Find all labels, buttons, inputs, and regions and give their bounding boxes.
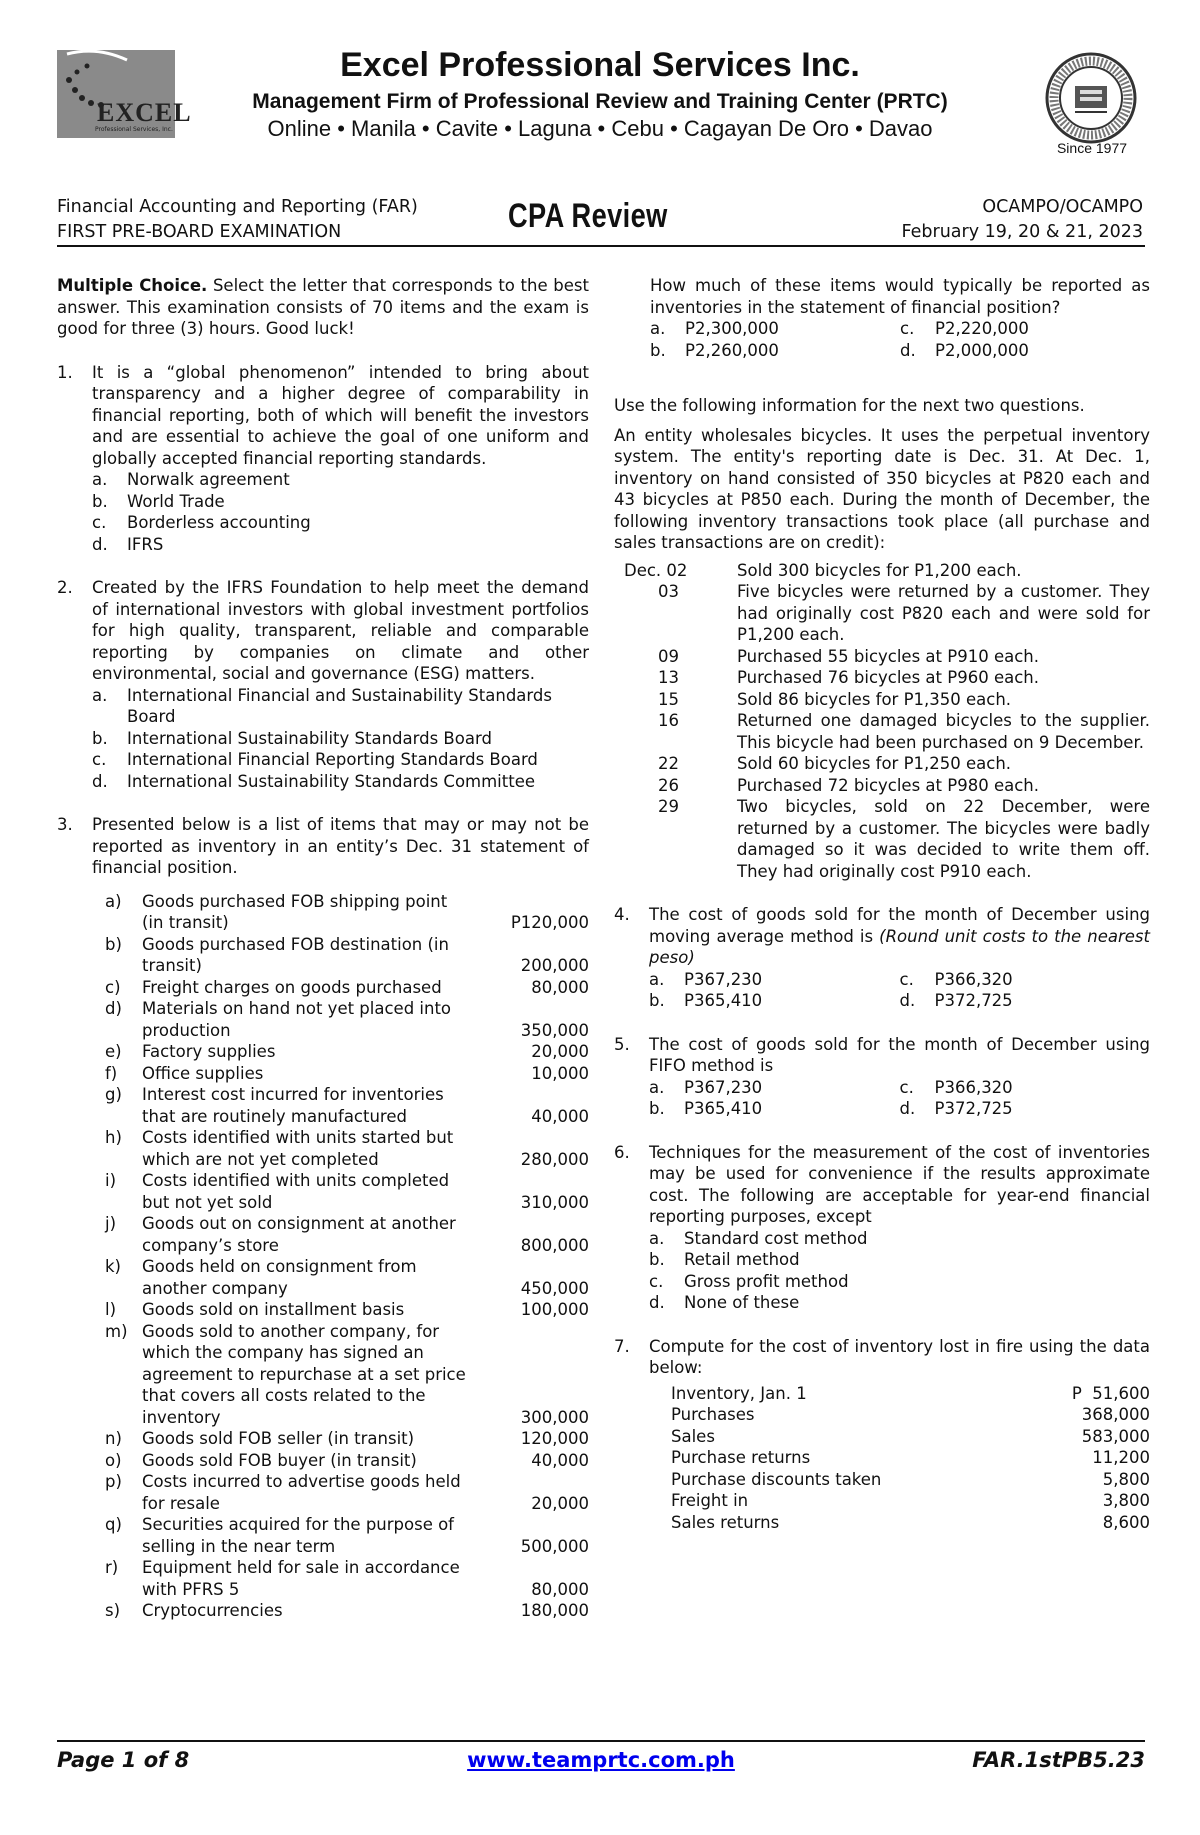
option-letter: c. <box>92 750 107 769</box>
question-number: 1. <box>57 362 73 382</box>
question-number: 3. <box>57 815 73 834</box>
item-description: Goods sold to another company, for which the company has signed an agreement to repurchase at a set price that covers all costs related to the inventory <box>142 1321 466 1427</box>
bicycles-text: An entity wholesales bicycles. It uses the perpetual inventory system. The entity's reporting date is Dec. 31. At Dec. 1, inventory on hand consisted of 350 bicycles at P820 each and 43 bicycles at P850 each. During the month of December, the following inventory transactions took place (all purchase and sales transactions are on credit): <box>614 425 1150 552</box>
transaction-row <box>614 775 1150 797</box>
option-letter: a. <box>649 1228 665 1248</box>
option-letter: b. <box>649 991 665 1010</box>
transaction-text: Purchased 76 bicycles at P960 each. <box>737 668 1039 687</box>
option-item <box>649 1098 900 1120</box>
item-letter: k) <box>105 1257 121 1276</box>
data-row <box>671 1469 1150 1491</box>
option-item <box>92 491 589 513</box>
option-item <box>92 728 589 750</box>
cpa-review-title: CPA Review <box>508 197 668 235</box>
item-letter: i) <box>105 1171 117 1190</box>
transaction-date-cell <box>614 753 727 775</box>
website-link[interactable]: www.teamprtc.com.ph <box>467 1748 735 1772</box>
question-text <box>649 904 1150 969</box>
document-code: FAR.1stPB5.23 <box>972 1748 1145 1772</box>
option-item <box>92 512 589 534</box>
data-value: 8,600 <box>1102 1512 1150 1532</box>
option-letter: a. <box>92 685 108 705</box>
item-letter: p) <box>105 1472 122 1491</box>
question-3-prompt: How much of these items would typically be reported as inventories in the statement of financial position? <box>650 276 1150 317</box>
item-letter: a) <box>105 891 122 911</box>
item-letter: o) <box>105 1450 122 1470</box>
option-letter: b. <box>650 340 666 360</box>
option-item <box>649 1292 1150 1314</box>
option-item <box>650 340 900 362</box>
exam-header-left <box>57 195 418 245</box>
item-amount: 80,000 <box>531 977 589 997</box>
option-text: IFRS <box>127 534 164 554</box>
options-list <box>92 685 589 793</box>
item-description: Goods purchased FOB shipping point (in transit) <box>142 891 448 932</box>
item-letter: d) <box>105 999 122 1018</box>
inventory-item-row <box>105 1063 589 1085</box>
item-amount: 450,000 <box>520 1278 589 1298</box>
item-description: Goods purchased FOB destination (in transit) <box>142 934 449 975</box>
transaction-date-cell <box>614 667 727 689</box>
transaction-text: Purchased 55 bicycles at P910 each. <box>737 646 1039 666</box>
transaction-row <box>614 646 1150 668</box>
transaction-row <box>614 560 1150 582</box>
transaction-date: 09 <box>658 646 679 666</box>
transaction-row <box>614 710 1150 753</box>
question-number: 4. <box>614 905 630 924</box>
prtc-seal-logo <box>1045 52 1137 144</box>
option-letter: a. <box>650 319 666 338</box>
data-value: 583,000 <box>1081 1426 1150 1446</box>
data-label: Purchases <box>671 1405 755 1424</box>
subject-title: Financial Accounting and Reporting (FAR) <box>57 197 418 217</box>
question-text: It is a “global phenomenon” intended to bring about transparency and a higher degree of comparability in financial reporting, both of which will benefit the investors and are essential to achieve the goal of one uniform and globally accepted financial reporting standards. <box>92 362 589 468</box>
item-description: Factory supplies <box>142 1042 276 1061</box>
transaction-date-cell <box>614 689 727 711</box>
inventory-item-row <box>105 1170 589 1213</box>
option-letter: c. <box>649 1271 664 1291</box>
transaction-text: Sold 60 bicycles for P1,250 each. <box>737 754 1012 773</box>
transaction-text: Two bicycles, sold on 22 December, were returned by a customer. The bicycles were badly damaged so it was decided to write them off. They had originally cost P910 each. <box>737 797 1150 881</box>
option-text: Retail method <box>684 1250 800 1269</box>
item-description: Cryptocurrencies <box>142 1601 283 1620</box>
option-item <box>92 469 589 491</box>
right-column <box>614 275 1150 1533</box>
option-item <box>649 990 900 1012</box>
data-value: 368,000 <box>1081 1405 1150 1424</box>
item-description: Costs identified with units completed but not yet sold <box>142 1171 450 1212</box>
question-number: 7. <box>614 1336 630 1356</box>
question-5 <box>614 1034 1150 1120</box>
company-subtitle: Management Firm of Professional Review and Training Center (PRTC) <box>252 90 948 113</box>
option-text: P365,410 <box>684 1099 763 1118</box>
item-letter: g) <box>105 1085 122 1104</box>
item-description: Office supplies <box>142 1063 264 1083</box>
exam-title: FIRST PRE-BOARD EXAMINATION <box>57 222 342 242</box>
inventory-item-row <box>105 1213 589 1256</box>
data-value: P 51,600 <box>1071 1383 1150 1403</box>
question-text: Presented below is a list of items that may or may not be reported as inventory in an entity’s Dec. 31 statement of financial position. <box>92 815 589 877</box>
option-text: P367,230 <box>684 1077 763 1097</box>
transaction-row <box>614 753 1150 775</box>
option-text: P372,725 <box>934 991 1013 1010</box>
option-letter: b. <box>649 1099 665 1118</box>
option-item <box>650 318 900 340</box>
transaction-text: Sold 300 bicycles for P1,200 each. <box>737 560 1022 580</box>
bicycles-lead: Use the following information for the next two questions. <box>614 396 1085 415</box>
option-item <box>649 1249 1150 1271</box>
transaction-text: Returned one damaged bicycles to the supplier. This bicycle had been purchased on 9 December. <box>737 711 1150 752</box>
item-amount: 20,000 <box>531 1493 589 1513</box>
inventory-item-row <box>105 1299 589 1321</box>
item-amount: 800,000 <box>520 1235 589 1255</box>
item-amount: P120,000 <box>510 913 589 932</box>
item-amount: 40,000 <box>531 1106 589 1126</box>
item-description: Goods held on consignment from another company <box>142 1257 417 1298</box>
option-text: Norwalk agreement <box>127 470 290 489</box>
option-item <box>92 534 589 556</box>
option-letter: b. <box>92 728 108 748</box>
option-text: Standard cost method <box>684 1228 868 1248</box>
inventory-item-row <box>105 1041 589 1063</box>
options-list <box>649 969 1150 1012</box>
question-7 <box>614 1336 1150 1379</box>
transaction-date: 03 <box>658 582 679 601</box>
transaction-date: 15 <box>658 689 679 709</box>
item-amount: 20,000 <box>531 1042 589 1061</box>
item-description: Costs incurred to advertise goods held for resale <box>142 1472 461 1513</box>
option-letter: c. <box>899 1077 914 1097</box>
transaction-text: Five bicycles were returned by a customer. They had originally cost P820 each and were sold for P1,200 each. <box>737 582 1150 644</box>
question-number: 6. <box>614 1142 630 1162</box>
question-text-italic: (Round unit costs to the nearest peso) <box>649 926 1150 967</box>
option-letter: d. <box>899 1099 916 1118</box>
transaction-date: 22 <box>658 754 679 773</box>
intro-text: Select the letter that corresponds to the best answer. This examination consists of 70 items and the exam is good for three (3) hours. Good luck! <box>57 276 589 338</box>
question-6 <box>614 1142 1150 1314</box>
item-amount: 310,000 <box>520 1192 589 1212</box>
company-name: Excel Professional Services Inc. <box>340 46 860 84</box>
option-letter: a. <box>92 470 108 489</box>
item-letter: j) <box>105 1214 117 1233</box>
item-description: Freight charges on goods purchased <box>142 977 442 997</box>
item-letter: r) <box>105 1558 119 1577</box>
option-letter: d. <box>649 1293 665 1312</box>
option-item <box>900 340 1150 362</box>
option-letter: d. <box>899 991 916 1010</box>
transaction-row <box>614 667 1150 689</box>
option-letter: d. <box>92 771 108 791</box>
option-item <box>649 969 900 991</box>
data-row <box>671 1383 1150 1405</box>
option-text: P372,725 <box>934 1099 1013 1118</box>
option-letter: d. <box>900 340 916 360</box>
transactions-list <box>614 560 1150 883</box>
data-row <box>671 1490 1150 1512</box>
question-text: Created by the IFRS Foundation to help meet the demand of international investors with global investment portfolios for high quality, transparent, reliable and comparable reporting by companies on climate and other environmental, social and governance (ESG) matters. <box>92 578 589 683</box>
option-text: P367,230 <box>684 969 763 989</box>
excel-logo-text: EXCEL <box>97 98 192 127</box>
item-letter: h) <box>105 1128 122 1147</box>
option-item <box>649 1228 1150 1250</box>
page-number: Page 1 of 8 <box>57 1748 190 1772</box>
option-item <box>649 1077 900 1099</box>
item-description: Goods sold FOB buyer (in transit) <box>142 1450 417 1470</box>
options-list <box>649 1228 1150 1314</box>
data-label: Purchase returns <box>671 1448 811 1467</box>
inventory-item-row <box>105 934 589 977</box>
excel-logo <box>57 50 192 138</box>
option-text: International Financial and Sustainability Standards Board <box>127 685 552 726</box>
item-letter: e) <box>105 1042 122 1061</box>
option-item <box>900 969 1151 991</box>
question-2 <box>57 577 589 792</box>
transaction-row <box>614 796 1150 882</box>
option-item <box>900 318 1150 340</box>
item-letter: n) <box>105 1429 122 1448</box>
option-item <box>92 771 589 793</box>
transaction-date-cell <box>614 775 727 797</box>
item-description: Goods sold FOB seller (in transit) <box>142 1429 415 1448</box>
item-letter: s) <box>105 1601 121 1620</box>
options-list <box>649 1077 1150 1120</box>
transaction-text: Sold 86 bicycles for P1,350 each. <box>737 689 1012 709</box>
question-1 <box>57 362 589 556</box>
footer-divider <box>57 1740 1145 1742</box>
intro-paragraph <box>57 275 589 340</box>
transaction-date-cell <box>614 581 727 646</box>
transaction-date: Dec. 02 <box>624 560 688 580</box>
inventory-item-row <box>105 998 589 1041</box>
option-text: P2,220,000 <box>935 319 1029 338</box>
item-amount: 10,000 <box>531 1063 589 1083</box>
option-item <box>92 749 589 771</box>
item-amount: 80,000 <box>531 1579 589 1599</box>
option-text: P365,410 <box>684 991 763 1010</box>
data-value: 11,200 <box>1092 1448 1150 1467</box>
option-text: International Sustainability Standards Committee <box>127 771 536 791</box>
item-letter: q) <box>105 1515 122 1534</box>
option-text: International Sustainability Standards Board <box>127 728 492 748</box>
transaction-date-cell <box>614 646 727 668</box>
option-text: P366,320 <box>934 1077 1013 1097</box>
transaction-row <box>614 581 1150 646</box>
option-text: P2,300,000 <box>685 319 779 338</box>
inventory-item-row <box>105 1557 589 1600</box>
option-text: World Trade <box>127 491 225 511</box>
option-text: International Financial Reporting Standards Board <box>127 750 538 769</box>
item-letter: b) <box>105 934 122 954</box>
inventory-item-row <box>105 1450 589 1472</box>
transaction-date: 26 <box>658 775 679 795</box>
item-letter: f) <box>105 1063 118 1083</box>
exam-header-right <box>902 195 1143 245</box>
data-label: Sales returns <box>671 1512 780 1532</box>
inventory-item-row <box>105 1514 589 1557</box>
exam-dates: February 19, 20 & 21, 2023 <box>901 222 1143 242</box>
data-label: Sales <box>671 1426 715 1446</box>
options-list <box>92 469 589 555</box>
option-letter: c. <box>900 319 915 338</box>
inventory-item-row <box>105 1471 589 1514</box>
inventory-item-row <box>105 891 589 934</box>
option-item <box>649 1271 1150 1293</box>
question-3 <box>57 814 589 879</box>
inventory-item-row <box>105 977 589 999</box>
options-list <box>650 318 1150 361</box>
data-row <box>671 1426 1150 1448</box>
item-description: Goods out on consignment at another company’s store <box>142 1214 456 1255</box>
option-text: Borderless accounting <box>127 513 311 532</box>
data-label: Purchase discounts taken <box>671 1469 882 1489</box>
question-number: 5. <box>614 1034 630 1054</box>
company-locations: Online • Manila • Cavite • Laguna • Cebu • Cagayan De Oro • Davao <box>267 116 933 141</box>
option-text: None of these <box>684 1293 800 1312</box>
excel-logo-subtext: Professional Services, Inc. <box>95 126 173 133</box>
option-item <box>900 1077 1151 1099</box>
item-amount: 350,000 <box>520 1020 589 1040</box>
inventory-item-row <box>105 1084 589 1127</box>
question-text: Techniques for the measurement of the cost of inventories may be used for convenience if the results approximate cost. The following are acceptable for year-end financial reporting purposes, except <box>649 1142 1150 1226</box>
data-value: 3,800 <box>1102 1491 1150 1510</box>
item-description: Interest cost incurred for inventories that are routinely manufactured <box>142 1085 444 1126</box>
data-label: Inventory, Jan. 1 <box>671 1383 807 1403</box>
item-letter: m) <box>105 1321 128 1341</box>
intro-bold: Multiple Choice. <box>57 276 208 295</box>
option-item <box>900 1098 1151 1120</box>
since-label: Since 1977 <box>1056 140 1128 156</box>
option-letter: b. <box>92 491 108 511</box>
data-row <box>671 1404 1150 1426</box>
fire-loss-data-table <box>671 1383 1150 1534</box>
question-text: The cost of goods sold for the month of December using FIFO method is <box>649 1034 1150 1075</box>
data-label: Freight in <box>671 1491 749 1510</box>
option-text: P366,320 <box>934 969 1013 989</box>
question-text: Compute for the cost of inventory lost in fire using the data below: <box>649 1336 1150 1377</box>
transaction-text: Purchased 72 bicycles at P980 each. <box>737 775 1039 795</box>
option-text: Gross profit method <box>684 1271 849 1291</box>
question-number: 2. <box>57 578 73 597</box>
inventory-item-row <box>105 1321 589 1429</box>
item-description: Equipment held for sale in accordance with PFRS 5 <box>142 1558 460 1599</box>
transaction-date-cell <box>614 710 727 753</box>
option-letter: c. <box>899 969 914 989</box>
transaction-row <box>614 689 1150 711</box>
inventory-item-row <box>105 1428 589 1450</box>
option-letter: b. <box>649 1250 665 1269</box>
transaction-date: 16 <box>658 711 679 730</box>
data-value: 5,800 <box>1102 1469 1150 1489</box>
inventory-item-row <box>105 1600 589 1622</box>
question-text-main: The cost of goods sold for the month of December using moving average method is <box>649 905 1150 946</box>
left-column <box>57 275 589 1622</box>
option-letter: a. <box>649 969 665 989</box>
option-item <box>92 685 589 728</box>
transaction-date-cell <box>614 560 727 582</box>
item-amount: 120,000 <box>520 1429 589 1448</box>
item-description: Costs identified with units started but which are not yet completed <box>142 1128 454 1169</box>
question-4 <box>614 904 1150 1012</box>
option-letter: c. <box>92 513 107 532</box>
item-letter: c) <box>105 977 121 997</box>
item-amount: 500,000 <box>520 1536 589 1556</box>
transaction-date: 29 <box>658 797 679 816</box>
option-item <box>900 990 1151 1012</box>
authors: OCAMPO/OCAMPO <box>982 197 1143 217</box>
item-amount: 200,000 <box>520 956 589 975</box>
item-amount: 40,000 <box>531 1450 589 1470</box>
option-text: P2,260,000 <box>685 340 779 360</box>
item-amount: 280,000 <box>520 1149 589 1169</box>
item-amount: 300,000 <box>520 1407 589 1427</box>
inventory-item-row <box>105 1256 589 1299</box>
option-letter: a. <box>649 1077 665 1097</box>
item-description: Goods sold on installment basis <box>142 1300 405 1319</box>
transaction-date: 13 <box>658 668 679 687</box>
option-letter: d. <box>92 534 108 554</box>
item-description: Securities acquired for the purpose of selling in the near term <box>142 1515 454 1556</box>
inventory-items-list <box>105 891 589 1622</box>
item-letter: l) <box>105 1300 117 1319</box>
item-amount: 180,000 <box>520 1601 589 1620</box>
option-text: P2,000,000 <box>935 340 1029 360</box>
header-divider <box>57 245 1145 247</box>
data-row <box>671 1512 1150 1534</box>
transaction-date-cell <box>614 796 727 882</box>
data-row <box>671 1447 1150 1469</box>
item-amount: 100,000 <box>520 1300 589 1319</box>
item-description: Materials on hand not yet placed into production <box>142 999 452 1040</box>
inventory-item-row <box>105 1127 589 1170</box>
